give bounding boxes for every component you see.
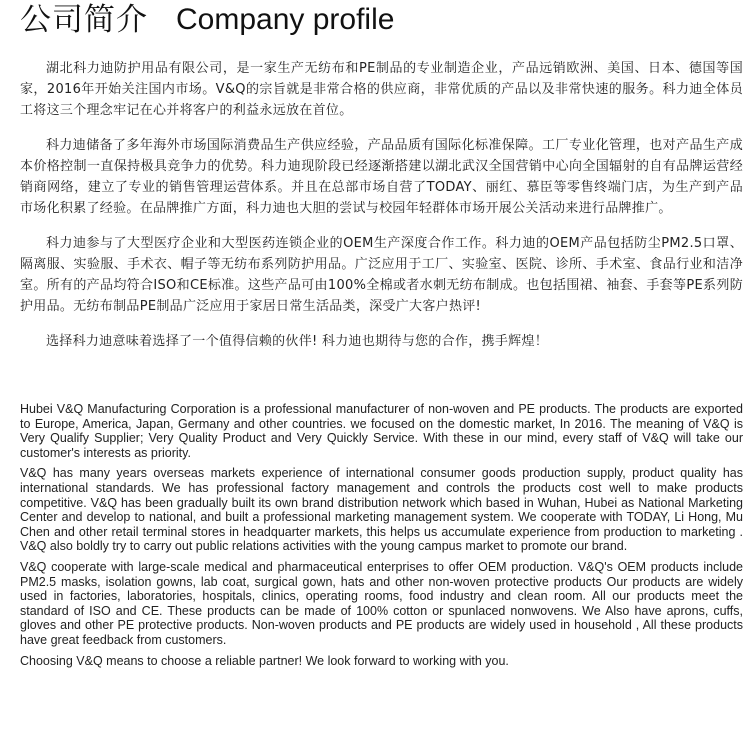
chinese-paragraph-intro: 湖北科力迪防护用品有限公司，是一家生产无纺布和PE制品的专业制造企业，产品远销欧洲、美国、日本、德国等国家，2016年开始关注国内市场。V&Q的宗旨就是非常合格的供应商，非常优质的产品以及非常快速的服务。科力迪全体员工将这三个理念牢记在心并将客户的利益永远放在首位。 xyxy=(20,61,743,118)
chinese-profile-section xyxy=(20,58,743,366)
english-paragraph-oem: V&Q cooperate with large-scale medical and pharmaceutical enterprises to offer OEM production. V&Q's OEM products include PM2.5 masks, isolation gowns, lab coat, surgical gown, hats and other non-woven protective products Our products are widely used in factories, laboratories, hospitals, clinics, operating rooms, food industry and clean room. All our products meet the standard of ISO and CE. These products can be made of 100% cotton or spunlaced nonwovens. We Also have aprons, cuffs, gloves and other PE protective products. Non-woven products and PE products are widely used in household , All these products have great feedback from customers. xyxy=(20,559,743,647)
chinese-paragraph-closing: 选择科力迪意味着选择了一个值得信赖的伙伴! 科力迪也期待与您的合作，携手辉煌！ xyxy=(46,334,549,349)
page-title-english: Company profile xyxy=(176,3,395,36)
english-paragraph-closing: Choosing V&Q means to choose a reliable partner! We look forward to working with you. xyxy=(20,653,509,668)
english-profile-section xyxy=(20,402,743,674)
page-title-chinese: 公司简介 xyxy=(20,2,148,38)
page-header xyxy=(20,0,743,42)
english-paragraph-experience: V&Q has many years overseas markets experience of international consumer goods production supply, product quality has international standards. We has professional factory management and controls the products cost well to make products competitive. V&Q has been gradually built its own brand distribution network which based in Wuhan, Hubei as National Marketing Center and develop to national, and built a professional marketing management system. We cooperate with TODAY, Li Hong, Mu Chen and other retail terminal stores in headquarter markets, this helps us accumulate experience from production to marketing . V&Q also boldly try to carry out public relations activities with the young campus market to promote our brand. xyxy=(20,466,743,554)
english-paragraph-intro: Hubei V&Q Manufacturing Corporation is a professional manufacturer of non-woven and PE products. The products are exported to Europe, America, Japan, Germany and other countries. we focused on the domestic market, In 2016. The meaning of V&Q is Very Qualify Supplier; Very Quality Product and Very Quickly Service. With these in our mind, every staff of V&Q will take our customer's interests as priority. xyxy=(20,402,743,460)
chinese-paragraph-oem: 科力迪参与了大型医疗企业和大型医药连锁企业的OEM生产深度合作工作。科力迪的OEM产品包括防尘PM2.5口罩、隔离服、实验服、手术衣、帽子等无纺布系列防护用品。广泛应用于工厂、实验室、医院、诊所、手术室、食品行业和洁净室。所有的产品均符合ISO和CE标准。这些产品可由100%全棉或者水刺无纺布制成。也包括围裙、袖套、手套等PE系列防护用品。无纺布制品PE制品广泛应用于家居日常生活品类，深受广大客户热评! xyxy=(20,236,743,314)
chinese-paragraph-experience: 科力迪储备了多年海外市场国际消费品生产供应经验，产品品质有国际化标准保障。工厂专业化管理，也对产品生产成本价格控制一直保持极具竞争力的优势。科力迪现阶段已经逐渐搭建以湖北武汉全国营销中心向全国辐射的自有品牌运营经销商网络，建立了专业的销售管理运营体系。并且在总部市场自营了TODAY、丽红、慕臣等零售终端门店，为生产到产品市场化积累了经验。在品牌推广方面，科力迪也大胆的尝试与校园年轻群体市场开展公关活动来进行品牌推广。 xyxy=(20,138,743,216)
